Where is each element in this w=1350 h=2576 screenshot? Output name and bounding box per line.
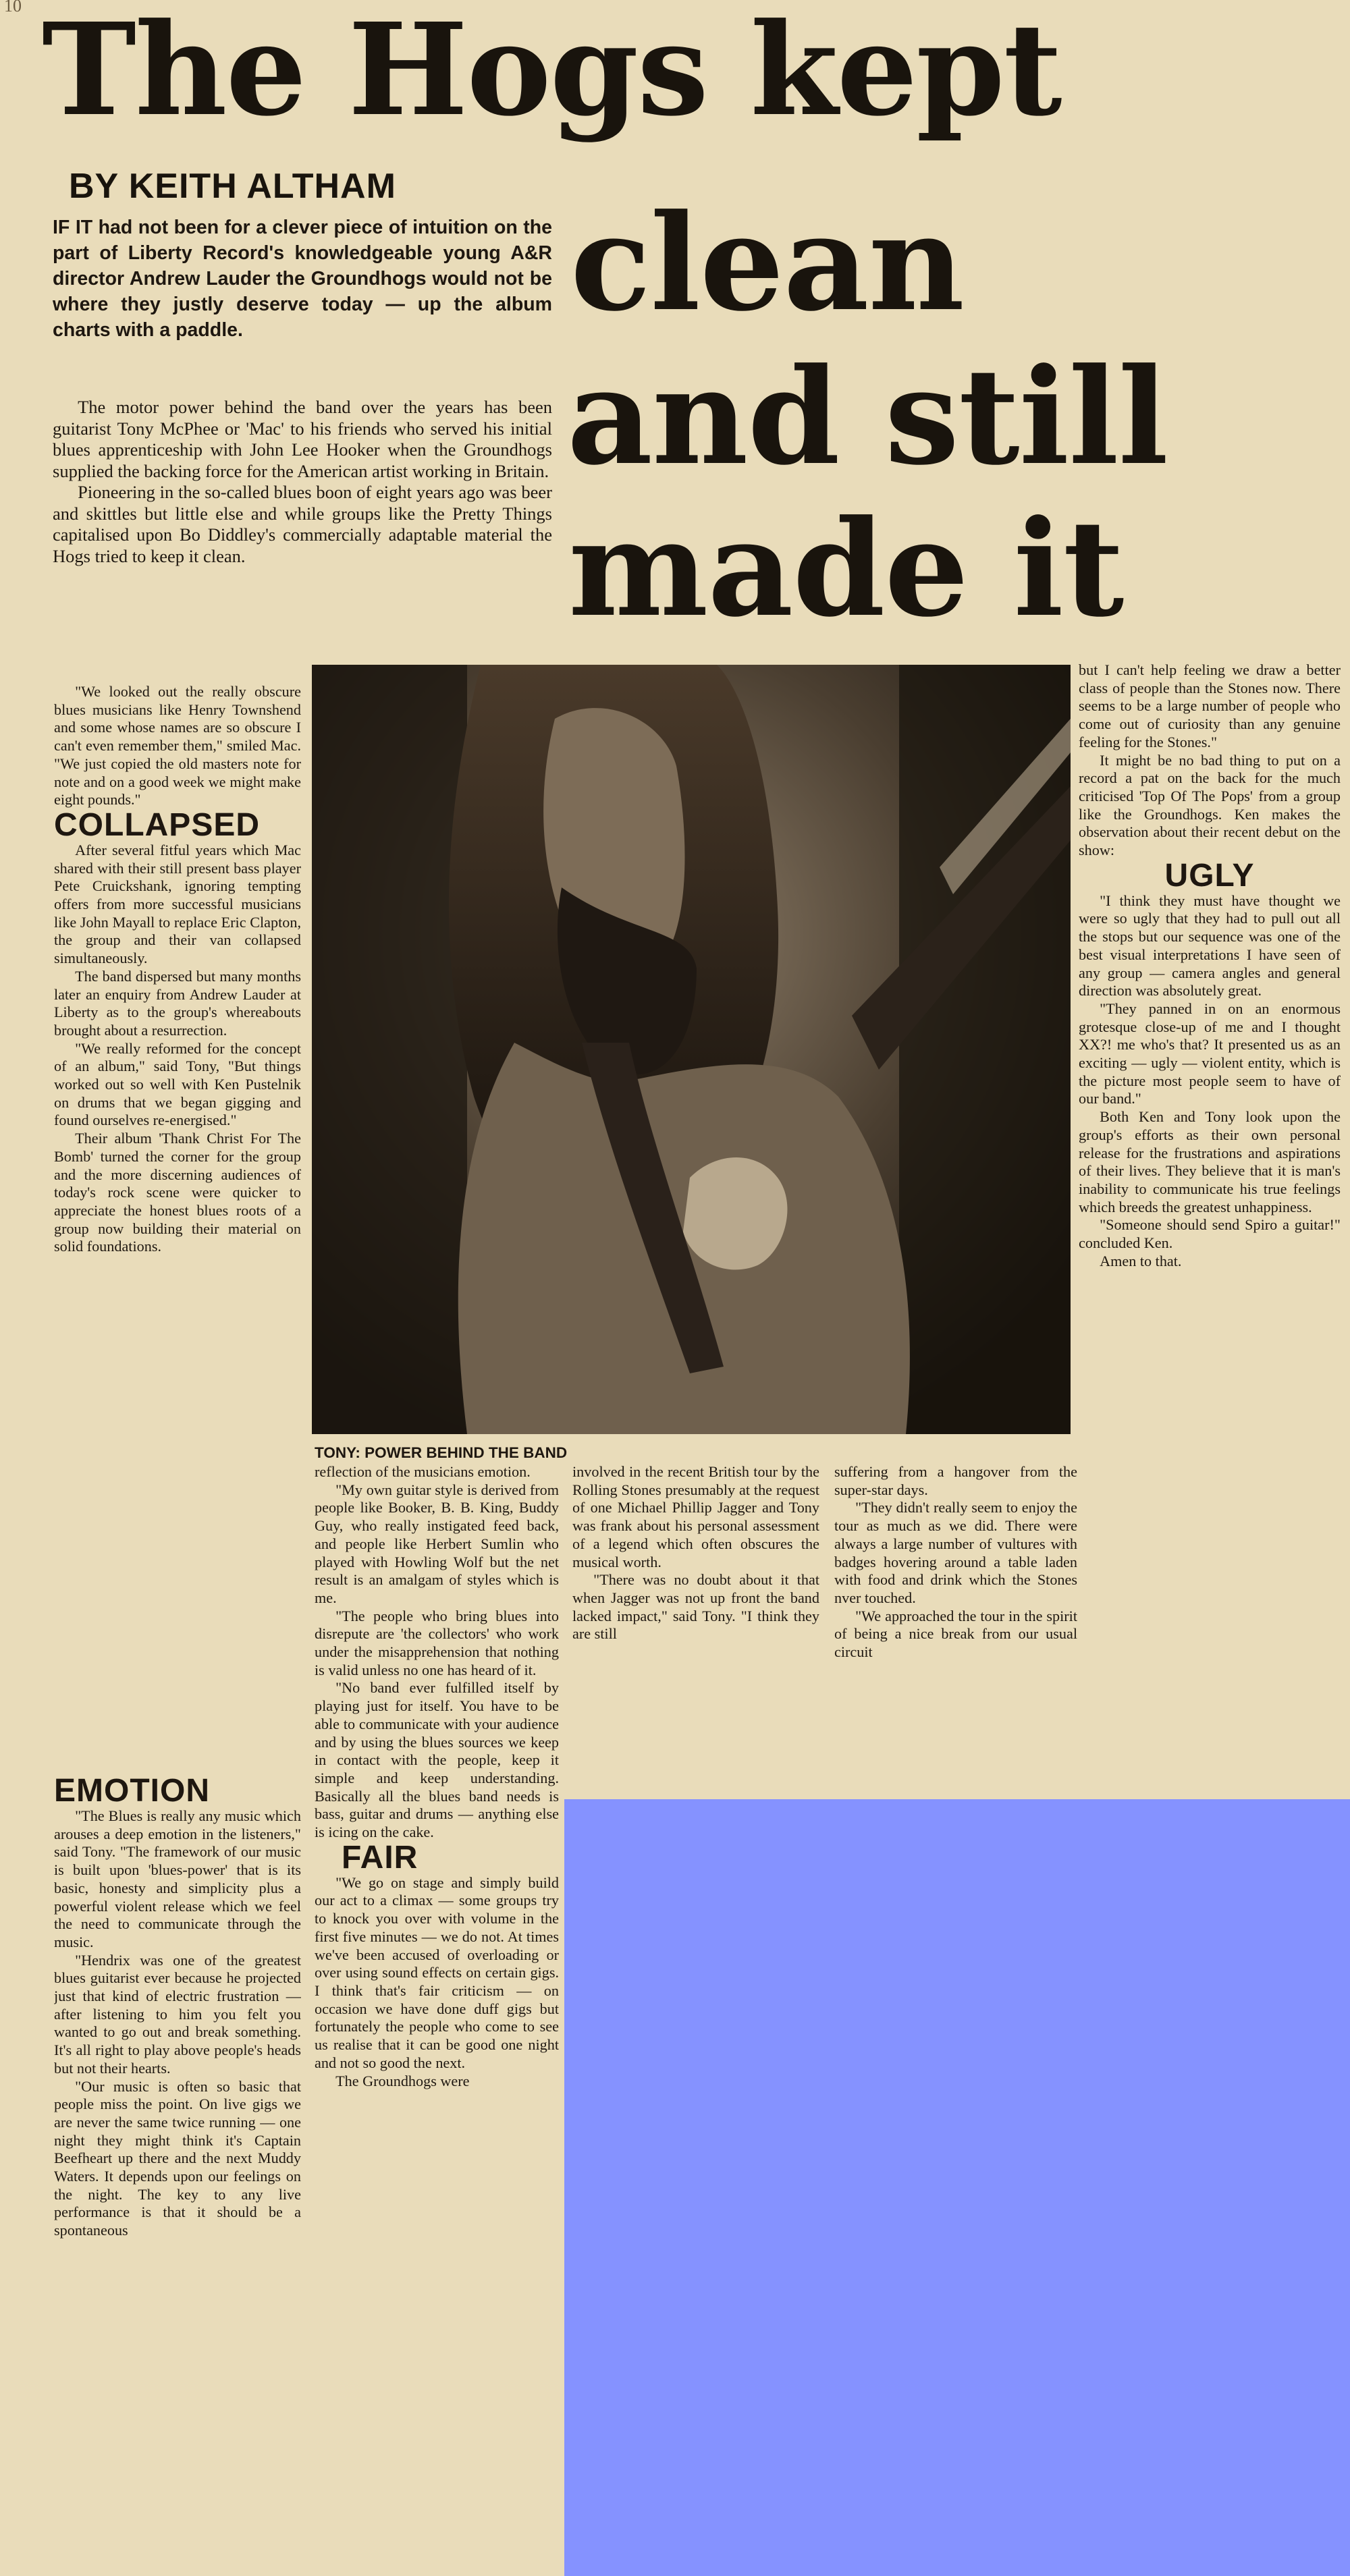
band-photo — [312, 665, 1071, 1434]
headline-line-3: and still — [567, 339, 1168, 495]
section-heading-collapsed: COLLAPSED — [54, 806, 261, 843]
photo-caption: TONY: POWER BEHIND THE BAND — [315, 1444, 568, 1461]
column-paragraph: Amen to that. — [1100, 1252, 1182, 1269]
column-paragraph: "There was no doubt about it that when Jagger was not up front the band lacked impact," said Tony. "I think they are still — [572, 1571, 819, 1643]
lead-column — [53, 397, 552, 567]
section-heading-ugly: UGLY — [1164, 857, 1255, 894]
column-paragraph: reflection of the musicians emotion. — [315, 1463, 531, 1480]
column-paragraph: but I can't help feeling we draw a better class of people than the Stones now. There seems to be a large number of people who come out of curiosity than any genuine feeling for the Stones." — [1079, 661, 1341, 750]
column-paragraph: "My own guitar style is derived from people like Booker, B. B. King, Buddy Guy, who really instigated feed back, and people like Herbert Sumlin who played with Howling Wolf but the net result is an amalgam of styles which is me. — [315, 1481, 559, 1606]
headline-line-2: clean — [570, 186, 964, 341]
column-1-continued — [54, 1775, 301, 2571]
column-paragraph: "I think they must have thought we were so ugly that they had to pull out all the stops but our sequence was one of the best visual interpretations I have seen of any group — camera angles and general direction was absolutely great. — [1079, 892, 1341, 999]
column-paragraph: "No band ever fulfilled itself by playing just for itself. You have to be able to communicate with your audience and by using the blues sources we keep in contact with the people, keep it simple and keep understanding. Basically all the blues band needs is bass, guitar and drums — anything else is icing on the cake. — [315, 1679, 559, 1841]
column-paragraph: The band dispersed but many months later an enquiry from Andrew Lauder at Liberty as to the group's whereabouts brought about a resurrection. — [54, 967, 301, 1039]
column-paragraph: Both Ken and Tony look upon the group's efforts as their own personal release for the frustrations and aspirations of their lives. They believe that it is man's inability to communicate his true feelings which breeds the greatest unhappiness. — [1079, 1108, 1341, 1215]
blank-area — [564, 1799, 1350, 2576]
section-heading-emotion: EMOTION — [54, 1775, 210, 1809]
column-paragraph: It might be no bad thing to put on a record a pat on the back for the much criticised 'Top Of The Pops' from a group like the Groundhogs. Ken makes the observation about their recent debut on the show: — [1079, 751, 1341, 859]
headline-line-4: made it — [568, 491, 1124, 647]
byline: BY KEITH ALTHAM — [69, 167, 396, 206]
column-paragraph: Their album 'Thank Christ For The Bomb' turned the corner for the group and the more discerning audiences of today's rock scene were quicker to appreciate the honest blues roots of a group now building their material on solid foundations. — [54, 1130, 301, 1255]
body-paragraph: Pioneering in the so-called blues boon of eight years ago was beer and skittles but little else and while groups like the Pretty Things capitalised upon Bo Diddley's commercially adaptable material the Hogs tried to keep it clean. — [53, 482, 552, 566]
column-paragraph: "The Blues is really any music which arouses a deep emotion in the listeners," said Tony. "The framework of our music is built upon 'blues-power' that is its basic, honesty and simplicity plus a powerful violent release which we feel the need to communicate through the music. — [54, 1807, 301, 1950]
column-paragraph: "We approached the tour in the spirit of being a nice break from our usual circuit — [834, 1607, 1077, 1661]
page-number: 10 — [4, 0, 22, 16]
intro-block — [53, 215, 552, 343]
column-paragraph: suffering from a hangover from the super-star days. — [834, 1463, 1077, 1498]
column-3 — [572, 1463, 819, 1794]
column-paragraph: involved in the recent British tour by the Rolling Stones presumably at the request of one Michael Phillip Jagger and Tony was frank about his personal assessment of a legend which often obscures the musical worth. — [572, 1463, 819, 1570]
column-paragraph: "Our music is often so basic that people miss the point. On live gigs we are never the same twice running — one night they might think it's Captain Beefheart up there and the next Muddy Waters. It depends upon our feelings on the night. The key to any live performance is that it should be a spontaneous — [54, 2077, 301, 2239]
column-paragraph: "They didn't really seem to enjoy the tour as much as we did. There were always a large number of vultures with badges hovering around a table laden with food and drink which the Stones nver touched. — [834, 1499, 1077, 1606]
headline-line-1: The Hogs kept — [42, 0, 1061, 144]
column-2 — [315, 1463, 559, 2573]
column-paragraph: The Groundhogs were — [335, 2072, 470, 2089]
column-5 — [1079, 661, 1341, 1795]
guitarist-photo-illustration — [312, 665, 1071, 1434]
intro-paragraph: IF IT had not been for a clever piece of intuition on the part of Liberty Record's knowledgeable young A&R director Andrew Lauder the Groundhogs would not be where they justly deserve today — up the album charts with a paddle. — [53, 217, 552, 341]
column-paragraph: "The people who bring blues into disrepute are 'the collectors' who work under the misapprehension that nothing is valid unless no one has heard of it. — [315, 1607, 559, 1678]
column-paragraph: "Hendrix was one of the greatest blues guitarist ever because he projected just that kind of electric frustration — after listening to him you felt you wanted to go out and break something. It's all right to play above people's heads but not their hearts. — [54, 1951, 301, 2077]
column-paragraph: "We go on stage and simply build our act to a climax — some groups try to knock you over with volume in the first five minutes — we do not. At times we've been accused of overloading or over using sound effects on certain gigs. I think that's fair criticism — on occasion we have done duff gigs but fortunately the people who come to see us realise that it can be good one night and not so good the next. — [315, 1873, 559, 2071]
column-paragraph: "We looked out the really obscure blues musicians like Henry Townshend and some whose names are so obscure I can't even remember them," smiled Mac. "We just copied the old masters note for note and on a good week we might make eight pounds." — [54, 683, 301, 809]
column-1 — [54, 683, 301, 1797]
section-heading-fair: FAIR — [342, 1839, 418, 1875]
body-paragraph: The motor power behind the band over the years has been guitarist Tony McPhee or 'Mac' to his friends who served his initial blues apprenticeship with John Lee Hooker when the Groundhogs supplied the backing force for the American artist working in Britain. — [53, 397, 552, 481]
column-paragraph: "They panned in on an enormous grotesque close-up of me and I thought XX?! me who's that? It presented us as an exciting — ugly — violent entity, which is the picture most people seem to have of our band." — [1079, 999, 1341, 1107]
column-paragraph: "We really reformed for the concept of an album," said Tony, "But things worked out so well with Ken Pustelnik on drums that we began gigging and found ourselves re-energised." — [54, 1039, 301, 1129]
column-paragraph: "Someone should send Spiro a guitar!" concluded Ken. — [1079, 1216, 1341, 1252]
column-paragraph: After several fitful years which Mac shared with their still present bass player Pete Cruickshank, ignoring tempting offers from more successful musicians like John Mayall to replace Eric Clapton, the group and their van collapsed simultaneously. — [54, 841, 301, 967]
column-4 — [834, 1463, 1077, 1794]
